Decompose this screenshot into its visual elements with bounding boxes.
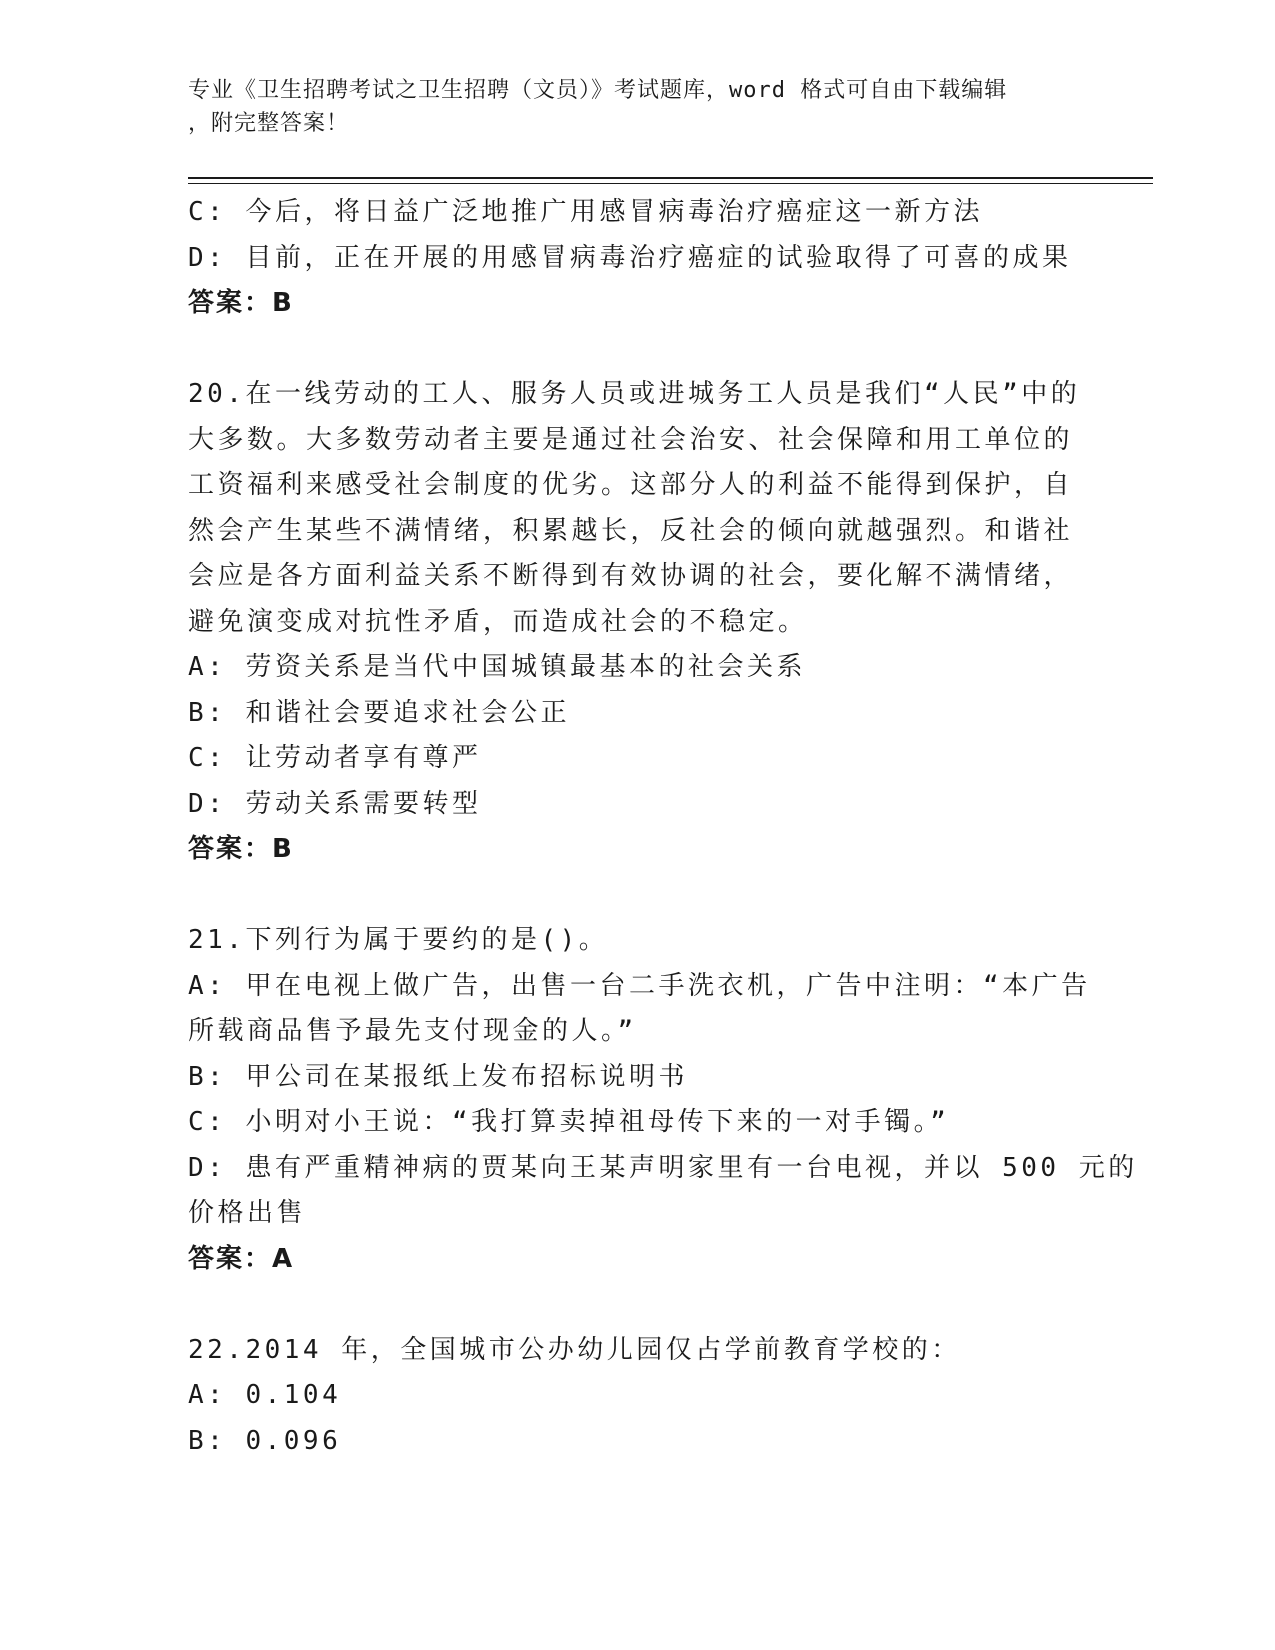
question-spacer bbox=[188, 873, 1088, 919]
document-header bbox=[188, 74, 1068, 140]
option-b: B: 甲公司在某报纸上发布招标说明书 bbox=[188, 1061, 688, 1092]
option-c: C: 小明对小王说：“我打算卖掉祖母传下来的一对手镯。” bbox=[188, 1107, 950, 1137]
question-stem-line: 大多数。大多数劳动者主要是通过社会治安、社会保障和用工单位的 bbox=[188, 424, 1074, 455]
option-c: C: 今后，将日益广泛地推广用感冒病毒治疗癌症这一新方法 bbox=[188, 197, 983, 227]
question-content bbox=[188, 190, 1138, 1464]
option-d: D: 劳动关系需要转型 bbox=[188, 788, 482, 819]
header-line-1: 专业《卫生招聘考试之卫生招聘（文员）》考试题库，word 格式可自由下载编辑 bbox=[188, 78, 1008, 103]
option-d-line: D: 患有严重精神病的贾某向王某声明家里有一台电视，并以 500 元的 bbox=[188, 1152, 1138, 1183]
header-line-2: ，附完整答案！ bbox=[188, 111, 350, 136]
option-d: D: 目前，正在开展的用感冒病毒治疗癌症的试验取得了可喜的成果 bbox=[188, 242, 1072, 273]
option-b: B: 和谐社会要追求社会公正 bbox=[188, 697, 570, 728]
option-d-line: 价格出售 bbox=[188, 1198, 307, 1228]
option-a: A: 劳资关系是当代中国城镇最基本的社会关系 bbox=[188, 652, 806, 682]
option-a-line: A: 甲在电视上做广告，出售一台二手洗衣机，广告中注明：“本广告 bbox=[188, 970, 1091, 1001]
question-stem-line: 避免演变成对抗性矛盾，而造成社会的不稳定。 bbox=[188, 606, 808, 637]
question-spacer bbox=[188, 1282, 1088, 1328]
question-stem-line: 然会产生某些不满情绪，积累越长，反社会的倾向就越强烈。和谐社 bbox=[188, 515, 1074, 546]
question-stem-line: 20.在一线劳动的工人、服务人员或进城务工人员是我们“人民”中的 bbox=[188, 379, 1081, 409]
header-divider-thin bbox=[188, 183, 1153, 184]
question-stem-line: 会应是各方面利益关系不断得到有效协调的社会，要化解不满情绪， bbox=[188, 561, 1074, 591]
question-stem: 21.下列行为属于要约的是()。 bbox=[188, 925, 609, 955]
header-divider-thick bbox=[188, 177, 1153, 179]
option-b: B: 0.096 bbox=[188, 1425, 342, 1456]
question-20 bbox=[188, 372, 1088, 873]
option-c: C: 让劳动者享有尊严 bbox=[188, 743, 482, 773]
answer-label: 答案：A bbox=[188, 1243, 295, 1274]
answer-label: 答案：B bbox=[188, 834, 294, 864]
question-19 bbox=[188, 190, 1088, 327]
option-a-line: 所载商品售予最先支付现金的人。” bbox=[188, 1016, 637, 1046]
question-stem-line: 工资福利来感受社会制度的优劣。这部分人的利益不能得到保护，自 bbox=[188, 470, 1074, 500]
question-spacer bbox=[188, 327, 1088, 373]
question-21 bbox=[188, 918, 1138, 1282]
answer-label: 答案：B bbox=[188, 288, 294, 318]
question-stem: 22.2014 年，全国城市公办幼儿园仅占学前教育学校的： bbox=[188, 1334, 961, 1365]
option-a: A: 0.104 bbox=[188, 1380, 342, 1410]
question-22 bbox=[188, 1328, 1088, 1465]
